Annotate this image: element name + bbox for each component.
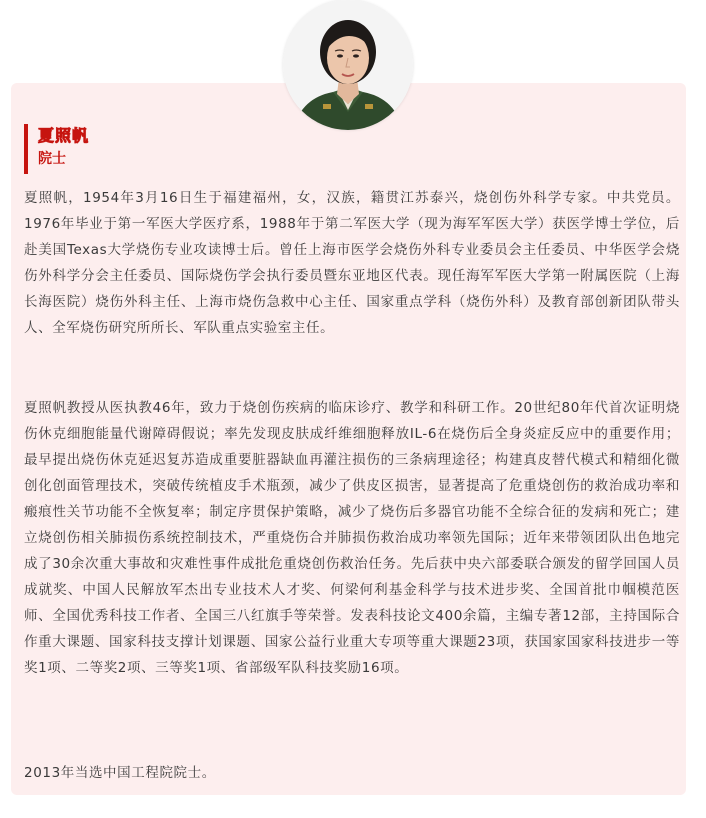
person-name: 夏照帆 [38, 126, 90, 145]
portrait-photo [283, 0, 413, 130]
bio-paragraph-3: 2013年当选中国工程院院士。 [24, 765, 216, 781]
name-header [24, 124, 89, 174]
bio-paragraph-1: 夏照帆，1954年3月16日生于福建福州，女，汉族，籍贯江苏泰兴，烧创伤外科学专家。中共党员。1976年毕业于第一军医大学医疗系，1988年于第二军医大学（现为海军军医大学）获医学博士学位，后赴美国Texas大学烧伤专业攻读博士后。曾任上海市医学会烧伤外科专业委员会主任委员、中华医学会烧伤外科学分会主任委员、国际烧伤学会执行委员暨东亚地区代表。现任海军军医大学第一附属医院（上海长海医院）烧伤外科主任、上海市烧伤急救中心主任、国家重点学科（烧伤外科）及教育部创新团队带头人、全军烧伤研究所所长、军队重点实验室主任。 [24, 190, 680, 336]
person-title: 院士 [38, 151, 66, 167]
bio-paragraph-2: 夏照帆教授从医执教46年，致力于烧创伤疾病的临床诊疗、教学和科研工作。20世纪80年代首次证明烧伤休克细胞能量代谢障碍假说；率先发现皮肤成纤维细胞释放IL-6在烧伤后全身炎症反应中的重要作用；最早提出烧伤休克延迟复苏造成重要脏器缺血再灌注损伤的三条病理途径；构建真皮替代模式和精细化微创化创面管理技术，突破传统植皮手术瓶颈，减少了供皮区损害，显著提高了危重烧创伤的救治成功率和瘢痕性关节功能不全恢复率；制定序贯保护策略，减少了烧伤后多器官功能不全综合征的发病和死亡；建立烧创伤相关肺损伤系统控制技术，严重烧伤合并肺损伤救治成功率领先国际；近年来带领团队出色地完成了30余次重大事故和灾难性事件成批危重烧创伤救治任务。先后获中央六部委联合颁发的留学回国人员成就奖、中国人民解放军杰出专业技术人才奖、何梁何利基金科学与技术进步奖、全国首批巾帼模范医师、全国优秀科技工作者、全国三八红旗手等荣誉。发表科技论文400余篇，主编专著12部，主持国际合作重大课题、国家科技支撑计划课题、国家公益行业重大专项等重大课题23项，获国家国家科技进步一等奖1项、二等奖2项、三等奖1项、省部级军队科技奖励16项。 [24, 400, 680, 676]
